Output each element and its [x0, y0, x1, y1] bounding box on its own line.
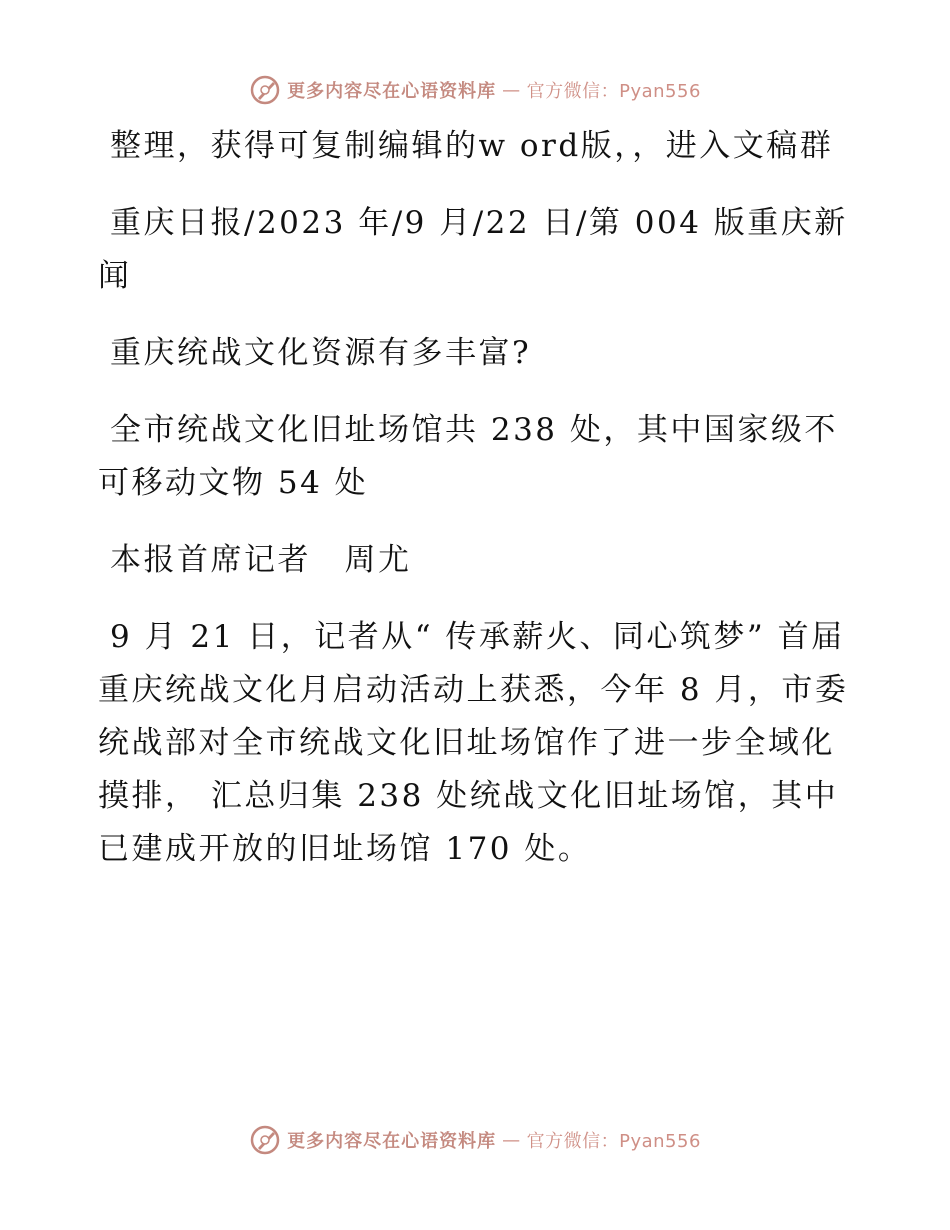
article-title: 重庆统战文化资源有多丰富? — [110, 335, 532, 371]
header-watermark — [0, 74, 950, 106]
paragraph-notice: 整理，获得可复制编辑的w ord版，，进入文稿群 — [110, 128, 834, 164]
quill-logo-icon — [249, 74, 281, 106]
watermark-tail: 官方微信：Pyan556 — [526, 81, 701, 102]
article-body-paragraph: 9 月 21 日，记者从“ 传承薪火、同心筑梦” 首届重庆统战文化月启动活动上获悉，今年 8 月，市委统战部对全市统战文化旧址场馆作了进一步全域化摸排， 汇总归集 238 处统战文化旧址场馆，其中已建成开放的旧址场馆 170 处。 — [98, 619, 849, 867]
watermark-tail: 官方微信：Pyan556 — [526, 1131, 701, 1152]
watermark-separator: — — [502, 79, 521, 101]
article-byline: 本报首席记者 周尤 — [110, 542, 412, 578]
document-body — [98, 120, 858, 900]
article-subtitle: 全市统战文化旧址场馆共 238 处，其中国家级不可移动文物 54 处 — [98, 412, 838, 501]
watermark-text: 更多内容尽在心语资料库 — [287, 81, 497, 102]
quill-logo-icon — [249, 1124, 281, 1156]
paragraph-source: 重庆日报/2023 年/9 月/22 日/第 004 版重庆新闻 — [98, 205, 848, 294]
watermark-text: 更多内容尽在心语资料库 — [287, 1131, 497, 1152]
watermark-separator: — — [502, 1129, 521, 1151]
footer-watermark — [0, 1124, 950, 1156]
